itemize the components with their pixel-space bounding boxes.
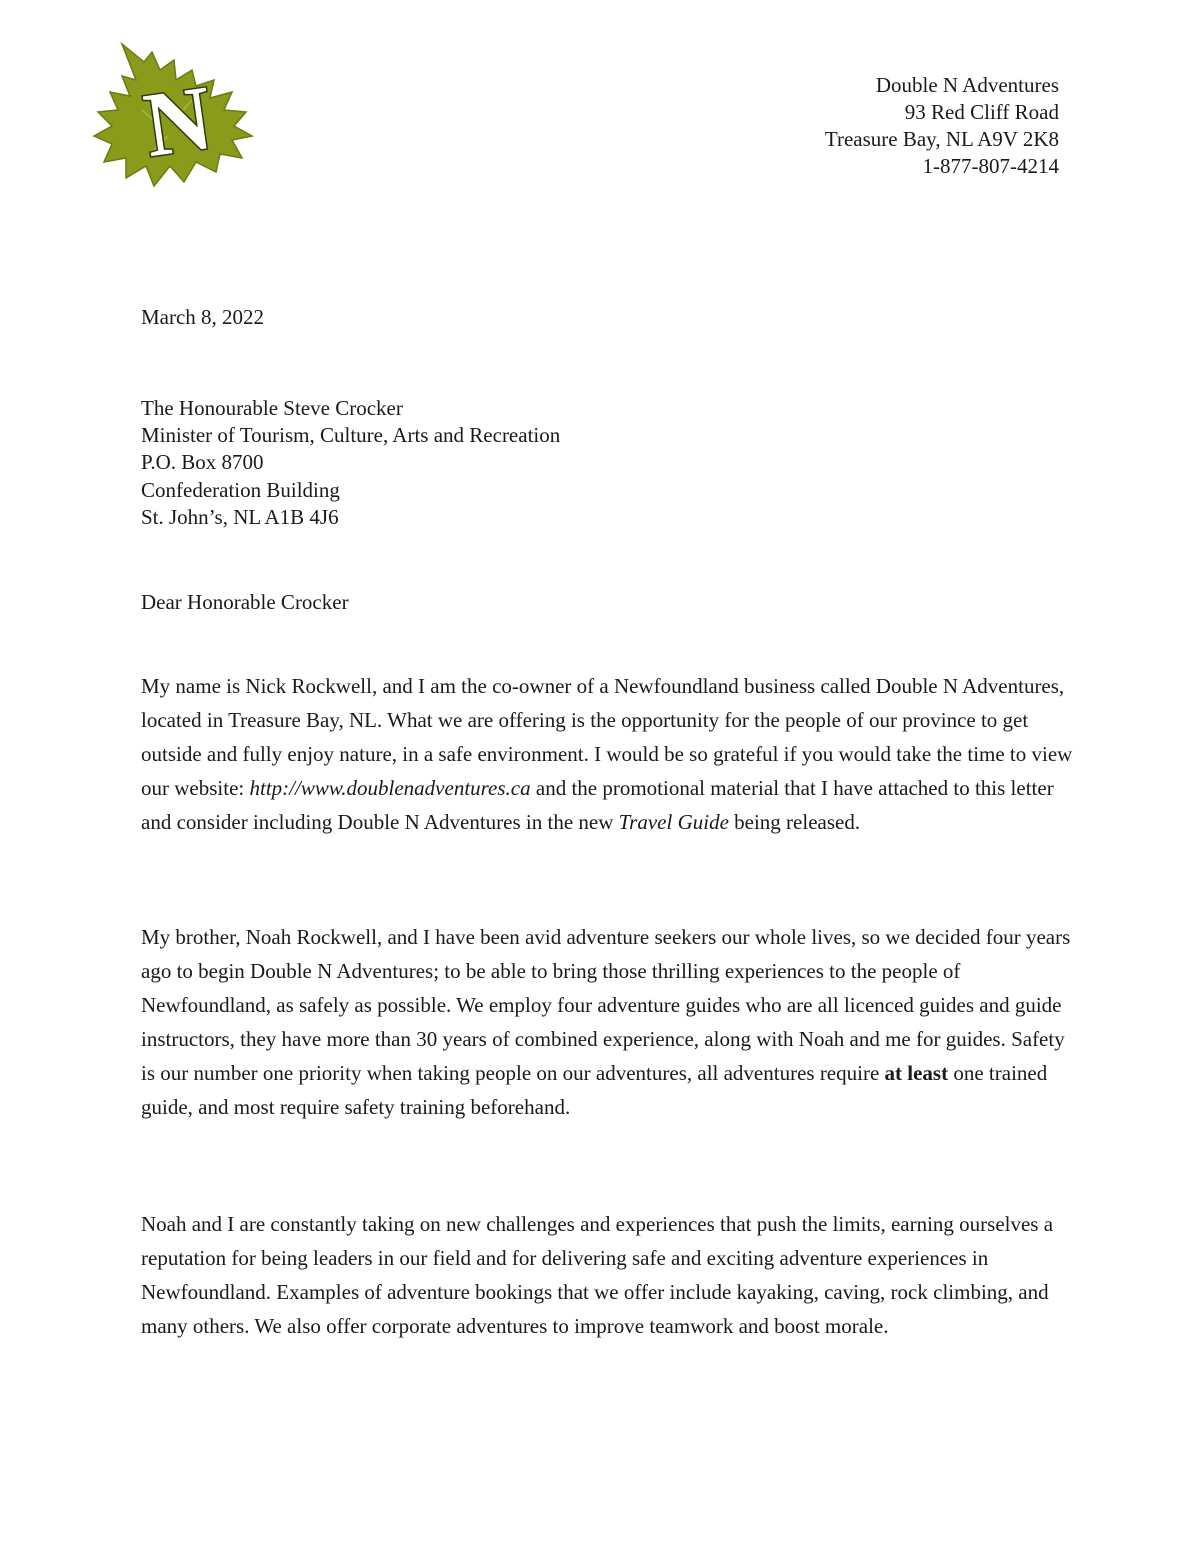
sender-address [825,72,1059,180]
paragraph-text: and the promotional material that I have attached to this letter and consider including Double N Adventures in the new [141,776,1054,834]
logo-letter: N [138,65,219,177]
website-link[interactable]: http://www.doublenadventures.ca [249,776,531,800]
recipient-city: St. John’s, NL A1B 4J6 [141,504,339,529]
body-paragraph-3 [141,1207,1076,1343]
sender-phone: 1-877-807-4214 [922,154,1059,178]
sender-street: 93 Red Cliff Road [904,100,1059,124]
travel-guide-title: Travel Guide [618,810,729,834]
recipient-title: Minister of Tourism, Culture, Arts and Recreation [141,423,561,448]
emphasis-text: at least [884,1061,949,1085]
body-paragraph-2 [141,920,1076,1124]
recipient-box: P.O. Box 8700 [141,450,264,475]
company-logo [92,40,257,190]
sender-city: Treasure Bay, NL A9V 2K8 [824,127,1059,151]
salutation: Dear Honorable Crocker [141,590,349,614]
sender-name: Double N Adventures [875,73,1059,97]
paragraph-text: one trained guide, and most require safety training beforehand. [141,1061,1048,1119]
recipient-building: Confederation Building [141,477,340,502]
paragraph-text: Noah and I are constantly taking on new challenges and experiences that push the limits, earning ourselves a reputation for being leaders in our field and for delivering safe and exciting adventure experiences in Newfoundland. Examples of adventure bookings that we offer include kayaking, caving, rock climbing, and many others. We also offer corporate adventures to improve teamwork and boost morale. [141,1212,1054,1338]
paragraph-text: My brother, Noah Rockwell, and I have been avid adventure seekers our whole lives, so we decided four years ago to begin Double N Adventures; to be able to bring those thrilling experiences to the people of Newfoundland, as safely as possible. We employ four adventure guides who are all licenced guides and guide instructors, they have more than 30 years of combined experience, along with Noah and me for guides. Safety is our number one priority when taking people on our adventures, all adventures require [141,925,1071,1085]
maple-leaf-n-icon [92,40,257,190]
recipient-address [141,395,560,531]
paragraph-text: My name is Nick Rockwell, and I am the co-owner of a Newfoundland business called Double N Adventures, located in Treasure Bay, NL. What we are offering is the opportunity for the people of our province to get outside and fully enjoy nature, in a safe environment. I would be so grateful if you would take the time to view our website: [141,674,1073,800]
paragraph-text: being released. [728,810,861,834]
letter-date: March 8, 2022 [141,305,265,329]
recipient-name: The Honourable Steve Crocker [141,396,403,420]
body-paragraph-1 [141,669,1076,839]
